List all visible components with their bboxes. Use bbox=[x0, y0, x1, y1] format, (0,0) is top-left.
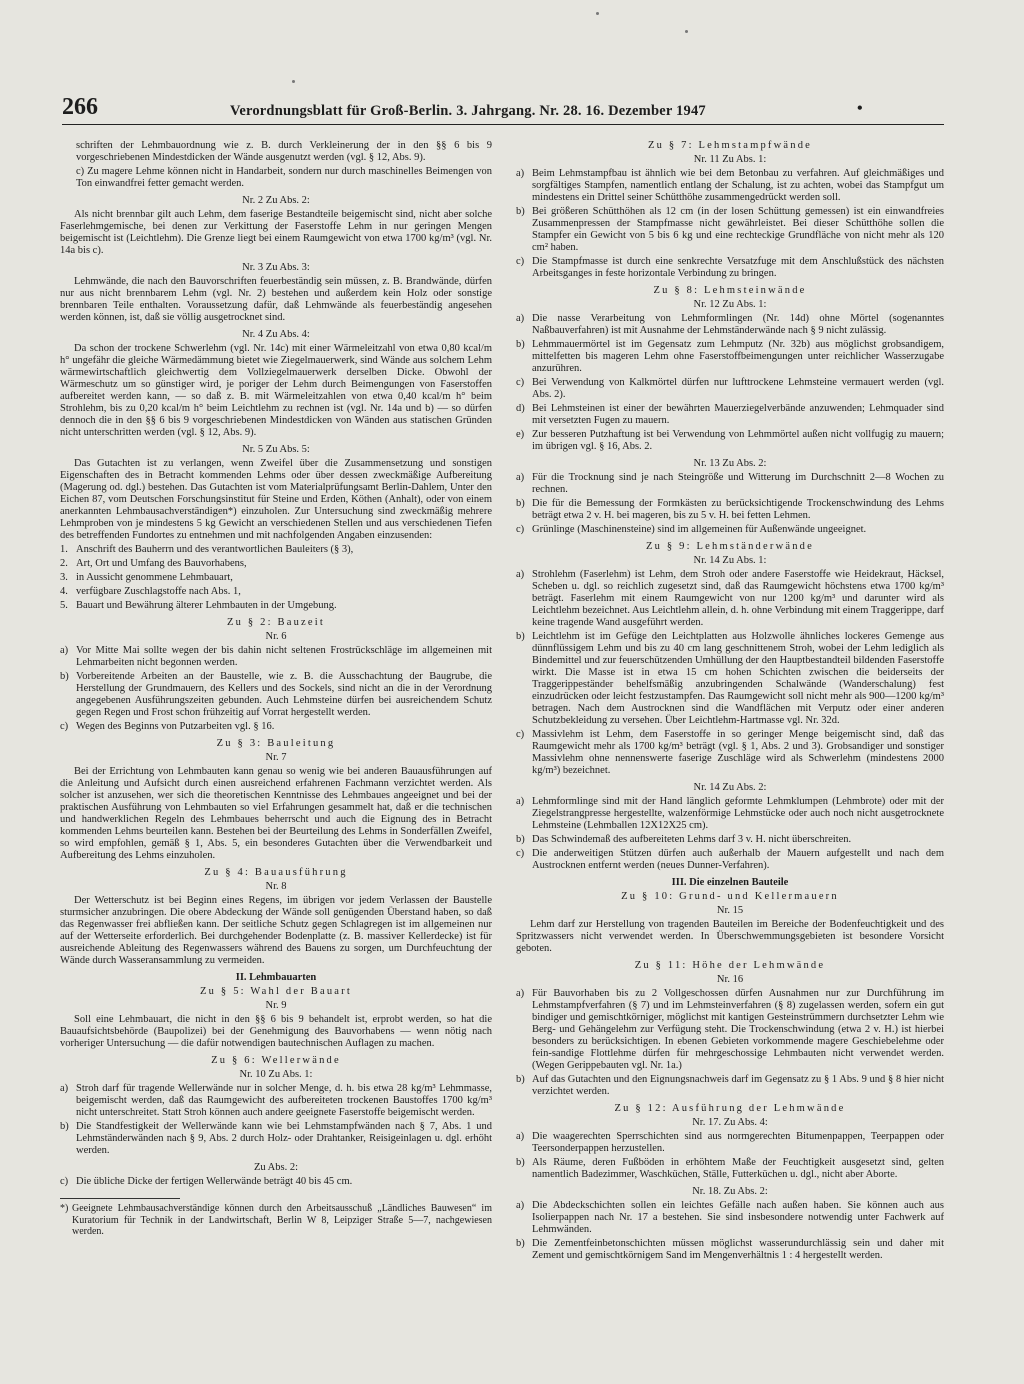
section-heading: Nr. 5 Zu Abs. 5: bbox=[242, 444, 310, 455]
section-heading: Zu § 2: Bauzeit bbox=[226, 617, 326, 628]
list-item: 3. in Aussicht genommene Lehmbauart, bbox=[60, 572, 233, 583]
list-item: 1. Anschrift des Bauherrn und des verantwortlichen Bauleiters (§ 3), bbox=[60, 544, 354, 555]
list-item: a) Für die Trocknung sind je nach Steingröße und Witterung im Durchschnitt 2—8 Wochen zu rechnen. bbox=[516, 472, 944, 495]
header-mark: • bbox=[857, 100, 863, 117]
paragraph: Soll eine Lehmbauart, die nicht in den §§ 6 bis 9 behandelt ist, erprobt werden, so hat die Bauaufsichtsbehörde (Baupolizei) bei der Genehmigung des Bauvorhabens — wenn nötig nach vorheriger Untersuchung — die dafür notwendigen bautechnischen Auflagen zu machen. bbox=[60, 1014, 492, 1049]
paragraph: Lehm darf zur Herstellung von tragenden Bauteilen im Bereiche der Bodenfeuchtigkeit und des Spritzwassers nicht verwendet werden. In Überschwemmungsgebieten ist besondere Vorsicht geboten. bbox=[516, 919, 944, 954]
section-heading: Nr. 3 Zu Abs. 3: bbox=[242, 262, 310, 273]
paragraph: Das Gutachten ist zu verlangen, wenn Zweifel über die Zusammensetzung und sonstigen Eigenschaften des in Betracht kommenden Lehms oder über dessen zweckmäßige Aufbereitung (Magerung od. dgl.) bestehen. Das Gutachten ist vom Materialprüfungsamt Berlin-Dahlem, Unter den Eichen 87, vom Deutschen Forschungsinstitut für Steine und Erden, Köthen (Anhalt), oder von einem anerkannten Lehmbausachverständigen*) einzuholen. Zur Untersuchung sind zweckmäßig mehrere Lehmproben von je mindestens 5 kg Gewicht an verschiedenen Stellen und aus verschiedenen Tiefen des betreffenden Fundortes zu entnehmen und mit nachfolgenden Angaben einzusenden: bbox=[60, 458, 492, 541]
list-item: b) Vorbereitende Arbeiten an der Baustelle, wie z. B. die Ausschachtung der Baugrube, die Herstellung der Grundmauern, des Kellers und des Sockels, sind nicht an die in der Verordnung angegebenen Ausführungszeiten gebunden. Auch Lehmsteine dürfen bei ausreichendem Schutz gegen Regen und Frost schon frühzeitig auf Vorrat hergestellt werden. bbox=[60, 671, 492, 718]
list-item: c) Bei Verwendung von Kalkmörtel dürfen nur lufttrockene Lehmsteine vermauert werden (vgl. Abs. 2). bbox=[516, 377, 944, 400]
section-heading: Nr. 18. Zu Abs. 2: bbox=[692, 1186, 768, 1197]
list-item: a) Für Bauvorhaben bis zu 2 Vollgeschossen dürfen Ausnahmen nur zur Durchführung im Lehmstampfverfahren (§ 7) und im Lehmsteinverfahren (§ 8) zugelassen werden, sofern ein gut bindiger und gemischtkörniger, möglichst mit kantigen Gesteinstrümmern durchsetzter Lehm wie Berg- und Gehängelehm zur Verfügung steht. Die Trockenschwindung (etwa 2 v. H.) ist hierbei besonders zu berücksichtigen. In ebenen Gebieten vorkommende magere Geschiebelehme oder fein-sandige Flottlehme dürfen für mehrgeschossige Lehmbauten nicht verwendet werden. (Wegen Gerippebauten vgl. Nr. 1a.) bbox=[516, 988, 944, 1071]
section-heading: Nr. 8 bbox=[265, 881, 287, 892]
section-heading: Zu § 4: Bauausführung bbox=[204, 867, 348, 878]
list-item: a) Stroh darf für tragende Wellerwände nur in solcher Menge, d. h. bis etwa 28 kg/m³ Lehmmasse, beigemischt werden, daß das Raumgewicht des aufbereiteten trockenen Baustoffes 1700 kg/m³ nicht unterschreitet. Statt Stroh können auch andere geeignete Faserstoffe beigemischt werden. bbox=[60, 1083, 492, 1118]
section-heading: Nr. 9 bbox=[265, 1000, 287, 1011]
section-heading: Nr. 16 bbox=[716, 974, 744, 985]
list-item: c) Die anderweitigen Stützen dürfen auch außerhalb der Mauern aufgestellt und nach dem Austrocknen entfernt werden (neues Dunner-Verfahren). bbox=[516, 848, 944, 871]
paragraph: Als nicht brennbar gilt auch Lehm, dem faserige Bestandteile beigemischt sind, nicht aber solche Faserlehmgemische, bei denen zur Verkittung der Faserstoffe Lehm in nur geringen Mengen beigemischt ist (Leichtlehm). Die Grenze liegt bei einem Raumgewicht von etwa 1700 kg/m³ (vgl. Nr. 14a bis c). bbox=[60, 209, 492, 256]
section-heading: Nr. 7 bbox=[265, 752, 287, 763]
list-item: 5. Bauart und Bewährung älterer Lehmbauten in der Umgebung. bbox=[60, 600, 337, 611]
section-heading: Zu § 5: Wahl der Bauart bbox=[200, 986, 352, 997]
footnote-rule bbox=[60, 1198, 180, 1199]
paragraph: Da schon der trockene Schwerlehm (vgl. Nr. 14c) mit einer Wärmeleitzahl von etwa 0,80 kcal/m h° ungefähr die gleiche Wärmedämmung bietet wie Ziegelmauerwerk, sind Wände aus solchem Lehm wärmewirtschaftlich gleichwertig dem Vollziegelmauerwerk derselben Dicke. Obwohl der Wärmeschutz um so günstiger wird, je poriger der Lehm durch Beimengungen von Faserstoffen aufbereitet werden kann, — so daß z. B. mit Wärmeleitzahlen von etwa 0,40 kcal/m h° beim Strohlehm, bis zu 0,20 kcal/m h° beim Leichtlehm zu rechnen ist (vgl. Nr. 14a und b) — so dürfen dennoch die in den §§ 6 bis 9 vorgeschriebenen Mindestdicken von Wänden aus statischen Gründen nicht unterschritten werden (vgl. § 12, Abs. 9). bbox=[60, 343, 492, 438]
list-item: c) Wegen des Beginns von Putzarbeiten vgl. § 16. bbox=[60, 721, 275, 732]
running-title: Verordnungsblatt für Groß-Berlin. 3. Jahrgang. Nr. 28. 16. Dezember 1947 bbox=[230, 103, 706, 119]
section-heading: Nr. 6 bbox=[265, 631, 287, 642]
section-heading: Nr. 15 bbox=[716, 905, 744, 916]
section-heading: Nr. 13 Zu Abs. 2: bbox=[693, 458, 767, 469]
section-heading: Nr. 2 Zu Abs. 2: bbox=[242, 195, 310, 206]
paragraph: Lehmwände, die nach den Bauvorschriften feuerbeständig sein müssen, z. B. Brandwände, dürfen nur aus nicht brennbarem Lehm (vgl. Nr. 2) bestehen und außerdem kein Holz oder sonstige brennbaren Teile enthalten. Voraussetzung dafür, daß Lehmwände als feuerbeständig angesehen werden können, ist, daß sie völlig ausgetrocknet sind. bbox=[60, 276, 492, 323]
paragraph: Bei der Errichtung von Lehmbauten kann genau so wenig wie bei anderen Bauausführungen auf die Anleitung und Aufsicht durch einen ausreichend erfahrenen Fachmann verzichtet werden. Als solcher ist anzusehen, wer sich die theoretischen Kenntnisse des Lehmbaues angeeignet und bei der praktischen Ausführung von Lehmbauten so viel Erfahrungen gesammelt hat, daß er die technischen und handwerklichen Regeln des Lehmbaues beherrscht und auch die Eignung des in Betracht kommenden Lehms beurteilen kann. Bestehen bei der Beurteilung des Lehms in Sonderfällen Zweifel, so wird empfohlen, gemäß § 1, Abs. 5, ein besonderes Gutachten über die Verwendbarkeit und Aufbereitung des Lehms einzuholen. bbox=[60, 766, 492, 861]
paper-speck bbox=[292, 80, 295, 83]
list-item: a) Lehmformlinge sind mit der Hand länglich geformte Lehmklumpen (Lehmbrote) oder mit der Ziegelstrangpresse hergestellte, walzenförmige Lehmstücke oder auch noch nicht ausgetrocknete Lehmsteine (Lehmballen 12X12X25 cm). bbox=[516, 796, 944, 831]
part-heading: II. Lehmbauarten bbox=[235, 972, 317, 983]
section-heading: Nr. 17. Zu Abs. 4: bbox=[692, 1117, 768, 1128]
list-item: c) Die Stampfmasse ist durch eine senkrechte Versatzfuge mit dem Anschlußstück des nächsten Arbeitsganges in feste horizontale Verbindung zu bringen. bbox=[516, 256, 944, 279]
list-item: b) Als Räume, deren Fußböden in erhöhtem Maße der Feuchtigkeit ausgesetzt sind, gelten namentlich Badezimmer, Waschküchen, Ställe, Futterküchen u. dgl., nicht aber Aborte. bbox=[516, 1157, 944, 1180]
list-item: d) Bei Lehmsteinen ist einer der bewährten Mauerziegelverbände anzuwenden; Lehmquader sind mit versetzten Fugen zu mauern. bbox=[516, 403, 944, 426]
section-heading: Zu § 9: Lehmständerwände bbox=[646, 541, 814, 552]
section-heading: Zu Abs. 2: bbox=[253, 1162, 299, 1173]
list-item: a) Vor Mitte Mai sollte wegen der bis dahin nicht seltenen Frostrückschläge im allgemeinen mit Lehmarbeiten nicht begonnen werden. bbox=[60, 645, 492, 668]
paragraph: c) Zu magere Lehme können nicht in Handarbeit, sondern nur durch maschinelles Beimengen von Ton einwandfrei fetter gemacht werden. bbox=[76, 166, 492, 189]
list-item: a) Die nasse Verarbeitung von Lehmformlingen (Nr. 14d) ohne Mörtel (sogenanntes Naßbauverfahren) ist mit Ausnahme der Lehmständerwände nach § 9 nicht zulässig. bbox=[516, 313, 944, 336]
paragraph: Der Wetterschutz ist bei Beginn eines Regens, im übrigen vor jedem Verlassen der Baustelle sturmsicher anzubringen. Die obere Abdeckung der Wände soll genügenden Überstand haben, so daß das Regenwasser frei abfließen kann. Der seitliche Schutz gegen Schlagregen ist im allgemeinen nur auf der Wetterseite erforderlich. Bei durchgehender Bodenplatte (z. B. massiver Kellerdecke) ist für ausreichende Ableitung des Regenwassers während des Bauens zu sorgen, um Durchfeuchtung der Wände durch Wasseransammlung zu vermeiden. bbox=[60, 895, 492, 966]
list-item: c) Grünlinge (Maschinensteine) sind im allgemeinen für Außenwände ungeeignet. bbox=[516, 524, 867, 535]
list-item: c) Die übliche Dicke der fertigen Wellerwände beträgt 40 bis 45 cm. bbox=[60, 1176, 353, 1187]
list-item: 4. verfügbare Zuschlagstoffe nach Abs. 1, bbox=[60, 586, 241, 597]
list-item: a) Die waagerechten Sperrschichten sind aus normgerechten Bitumenpappen, Teerpappen oder Teersonderpappen herzustellen. bbox=[516, 1131, 944, 1154]
right-column bbox=[516, 140, 944, 1264]
section-heading: Nr. 11 Zu Abs. 1: bbox=[693, 154, 767, 165]
list-item: b) Die Standfestigkeit der Wellerwände kann wie bei Lehmstampfwänden nach § 7, Abs. 1 und Lehmständerwänden nach § 9, Abs. 2 durch Holz- oder Drahtanker, Reisigeinlagen u. dgl. erhöht werden. bbox=[60, 1121, 492, 1156]
list-item: b) Das Schwindemaß des aufbereiteten Lehms darf 3 v. H. nicht überschreiten. bbox=[516, 834, 852, 845]
list-item: 2. Art, Ort und Umfang des Bauvorhabens, bbox=[60, 558, 247, 569]
section-heading: Zu § 6: Wellerwände bbox=[211, 1055, 341, 1066]
section-heading: Zu § 8: Lehmsteinwände bbox=[653, 285, 807, 296]
page-number: 266 bbox=[62, 94, 98, 120]
section-heading: Nr. 14 Zu Abs. 2: bbox=[693, 782, 767, 793]
section-heading: Nr. 10 Zu Abs. 1: bbox=[239, 1069, 313, 1080]
paper-speck bbox=[685, 30, 688, 33]
list-item: a) Strohlehm (Faserlehm) ist Lehm, dem Stroh oder andere Faserstoffe wie Heidekraut, Häcksel, Scheben u. dgl. so reichlich zugesetzt sind, daß das Raumgewicht höchstens etwa 1700 kg/m³ beträgt. Faserlehm mit einem Raumgewicht von nur 1200 kg/m³ und darunter wird als Leichtlehm bezeichnet. Aus Leichtlehm allein, d. h. ohne Verbindung mit einem Traggerippe, darf keine tragende Wand ausgeführt werden. bbox=[516, 569, 944, 628]
list-item: e) Zur besseren Putzhaftung ist bei Verwendung von Lehmmörtel außen nicht vollfugig zu mauern; im übrigen vgl. § 16, Abs. 2. bbox=[516, 429, 944, 452]
left-column bbox=[60, 140, 492, 1238]
list-item: b) Lehmmauermörtel ist im Gegensatz zum Lehmputz (Nr. 32b) aus möglichst grobsandigem, mittelfetten bis mageren Lehm ohne Faserstoffbeimengungen unter reichlicher Wasserzugabe anzurühren. bbox=[516, 339, 944, 374]
page-header bbox=[62, 94, 942, 120]
list-item: a) Beim Lehmstampfbau ist ähnlich wie bei dem Betonbau zu verfahren. Auf gleichmäßiges und sorgfältiges Stampfen, namentlich entlang der Schalung, ist zu achten, wobei das Stampfgut um mindestens ein Drittel seiner Schütthöhe zusammengedrückt werden soll. bbox=[516, 168, 944, 203]
section-heading: Zu § 7: Lehmstampfwände bbox=[647, 140, 813, 151]
section-heading: Zu § 11: Höhe der Lehmwände bbox=[634, 960, 826, 971]
section-heading: Nr. 4 Zu Abs. 4: bbox=[242, 329, 310, 340]
section-heading: Zu § 12: Ausführung der Lehmwände bbox=[614, 1103, 846, 1114]
section-heading: Zu § 10: Grund- und Kellermauern bbox=[621, 891, 839, 902]
part-heading: III. Die einzelnen Bauteile bbox=[671, 877, 789, 888]
paragraph: schriften der Lehmbauordnung wie z. B. durch Verkleinerung der in den §§ 6 bis 9 vorgeschriebenen Mindestdicken der Wände ausgenutzt werden (vgl. § 12, Abs. 9). bbox=[76, 140, 492, 163]
section-heading: Zu § 3: Bauleitung bbox=[216, 738, 336, 749]
paper-speck bbox=[596, 12, 599, 15]
list-item: b) Die für die Bemessung der Formkästen zu berücksichtigende Trockenschwindung des Lehms beträgt etwa 2 v. H. bei mageren, bis zu 5 v. H. bei fetten Lehmen. bbox=[516, 498, 944, 521]
list-item: b) Die Zementfeinbetonschichten müssen möglichst wasserundurchlässig sein und daher mit Zement und gemischtkörnigem Sand im Mengenverhältnis 1 : 4 hergestellt werden. bbox=[516, 1238, 944, 1261]
list-item: a) Die Abdeckschichten sollen ein leichtes Gefälle nach außen haben. Sie können auch aus Isolierpappen nach Nr. 17 a bestehen. Sie sind insbesondere notwendig unter Fachwerk auf Lehmwänden. bbox=[516, 1200, 944, 1235]
section-heading: Nr. 12 Zu Abs. 1: bbox=[693, 299, 767, 310]
section-heading: Nr. 14 Zu Abs. 1: bbox=[693, 555, 767, 566]
footnote: *) Geeignete Lehmbausachverständige können durch den Arbeitsausschuß „Ländliches Bauwesen“ im Kuratorium für Technik in der Landwirtschaft, Berlin W 8, Leipziger Straße 5—7, nachgewiesen werden. bbox=[60, 1203, 492, 1237]
list-item: b) Leichtlehm ist im Gefüge den Leichtplatten aus Holzwolle ähnliches lockeres Gemenge aus dünnflüssigem Lehm und bis zu 40 cm lang geschnittenem Stroh, wobei der Lehm lediglich als Bindemittel und zur feuerschützenden Umhüllung der den Hauptbestandteil bildenden Faserstoffe wirkt. Die Masse ist in etwa 15 cm hohen Schichten zwischen die beiderseits der Traggerippeständer behelfsmäßig anzubringenden Schalwände (Wanderschalung) fest einzudrücken oder leicht festzustampfen. Das Raumgewicht soll nicht mehr als 900—1200 kg/m³ betragen. Nach dem Austrocknen sind die Wandflächen mit Verputz oder einer anderen Schutzbekleidung zu versehen. Über Leichtlehm-Hartmasse vgl. Nr. 32d. bbox=[516, 631, 944, 726]
list-item: b) Auf das Gutachten und den Eignungsnachweis darf im Gegensatz zu § 1 Abs. 9 und § 8 hier nicht verzichtet werden. bbox=[516, 1074, 944, 1097]
list-item: c) Massivlehm ist Lehm, dem Faserstoffe in so geringer Menge beigemischt sind, daß das Raumgewicht mehr als 1700 kg/m³ beträgt (vgl. § 1, Abs. 2 und 3). Grobsandiger und sonstiger Massivlehm ohne nennenswerte faserige Zuschläge wird als Schwerlehm (mindestens 2000 kg/m³) bezeichnet. bbox=[516, 729, 944, 776]
header-rule bbox=[62, 124, 944, 125]
list-item: b) Bei größeren Schütthöhen als 12 cm (in der losen Schüttung gemessen) ist ein einwandfreies Zusammenpressen der Stampfmasse nicht gewährleistet. Bei dieser Schütthöhe sollen die Stampfer ein Gewicht von 5 bis 6 kg und eine rechteckige Grundfläche von nicht mehr als 120 cm² haben. bbox=[516, 206, 944, 253]
